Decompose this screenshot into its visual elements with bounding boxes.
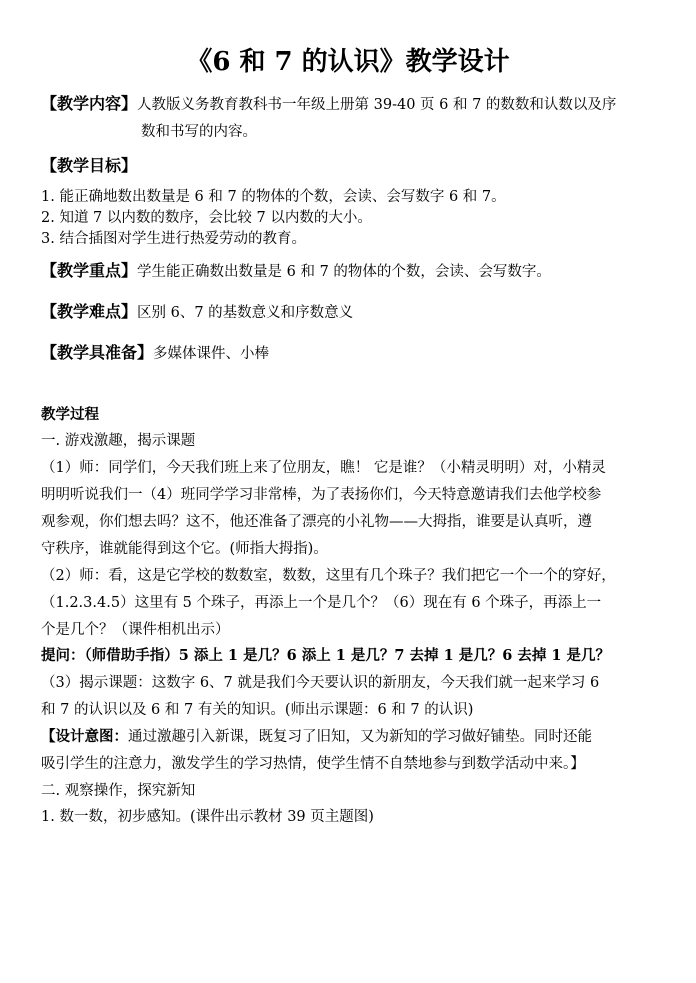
document-title: 《6 和 7 的认识》教学设计 [186, 47, 510, 77]
materials-label: 【教学具准备】 [41, 343, 154, 362]
paragraph-3-line-2: 和 7 的认识以及 6 和 7 有关的知识。(师出示课题：6 和 7 的认识) [41, 702, 474, 718]
design-intent-text-1: 通过激趣引入新课，既复习了旧知，又为新知的学习做好铺垫。同时还能 [128, 729, 592, 745]
difficulty-text: 区别 6、7 的基数意义和序数意义 [137, 305, 354, 321]
design-intent-line-1 [41, 727, 592, 747]
section-1-heading: 一. 游戏激趣，揭示课题 [41, 433, 196, 449]
design-intent-line-2: 吸引学生的注意力，激发学生的学习热情，使学生情不自禁地参与到数学活动中来。】 [41, 756, 585, 772]
design-intent-label: 【设计意图： [41, 728, 128, 745]
teaching-content-label: 【教学内容】 [41, 94, 138, 113]
teaching-content-line [41, 94, 616, 115]
paragraph-1-line-4: 守秩序，谁就能得到这个它。(师指大拇指)。 [41, 541, 328, 557]
teaching-goals-label: 【教学目标】 [41, 156, 138, 175]
difficulty-label: 【教学难点】 [41, 302, 138, 321]
goal-item-2: 2. 知道 7 以内数的数序，会比较 7 以内数的大小。 [41, 210, 372, 226]
materials-line [41, 343, 269, 364]
paragraph-2-line-3: 个是几个？（课件相机出示） [41, 622, 230, 638]
difficulty-line [41, 302, 353, 323]
teaching-content-text-2: 数和书写的内容。 [141, 124, 257, 140]
key-point-line [41, 261, 551, 282]
paragraph-2-line-1: （2）师：看，这是它学校的数数室，数数，这里有几个珠子？我们把它一个一个的穿好， [41, 568, 616, 584]
paragraph-1-line-3: 观参观，你们想去吗？这不，他还准备了漂亮的小礼物——大拇指，谁要是认真听，遵 [41, 514, 592, 530]
paragraph-1-line-2: 明明听说我们一（4）班同学学习非常棒，为了表扬你们，今天特意邀请我们去他学校参 [41, 487, 602, 503]
materials-text: 多媒体课件、小棒 [153, 346, 270, 362]
key-point-label: 【教学重点】 [41, 261, 138, 280]
section-2-item-1: 1. 数一数，初步感知。(课件出示教材 39 页主题图) [41, 809, 374, 825]
paragraph-1-line-1: （1）师：同学们，今天我们班上来了位朋友，瞧！ 它是谁？（小精灵明明）对，小精灵 [41, 460, 606, 476]
goal-item-3: 3. 结合插图对学生进行热爱劳动的教育。 [41, 231, 306, 247]
goal-item-1: 1. 能正确地数出数量是 6 和 7 的物体的个数，会读、会写数字 6 和 7。 [41, 189, 506, 205]
process-heading: 教学过程 [41, 406, 99, 423]
teaching-content-text-1: 人教版义务教育教科书一年级上册第 39-40 页 6 和 7 的数数和认数以及序 [137, 97, 617, 113]
section-2-heading: 二. 观察操作，探究新知 [41, 783, 196, 799]
paragraph-3-line-1: （3）揭示课题：这数字 6、7 就是我们今天要认识的新朋友，今天我们就一起来学习 6 [41, 675, 600, 691]
paragraph-2-line-2: （1.2.3.4.5）这里有 5 个珠子，再添上一个是几个？（6）现在有 6 个珠子，再添上一 [41, 595, 602, 611]
key-point-text: 学生能正确数出数量是 6 和 7 的物体的个数，会读、会写数字。 [137, 264, 551, 280]
question-line: 提问：（师借助手指）5 添上 1 是几？6 添上 1 是几？7 去掉 1 是几？6 去掉 1 是几？ [41, 647, 611, 664]
